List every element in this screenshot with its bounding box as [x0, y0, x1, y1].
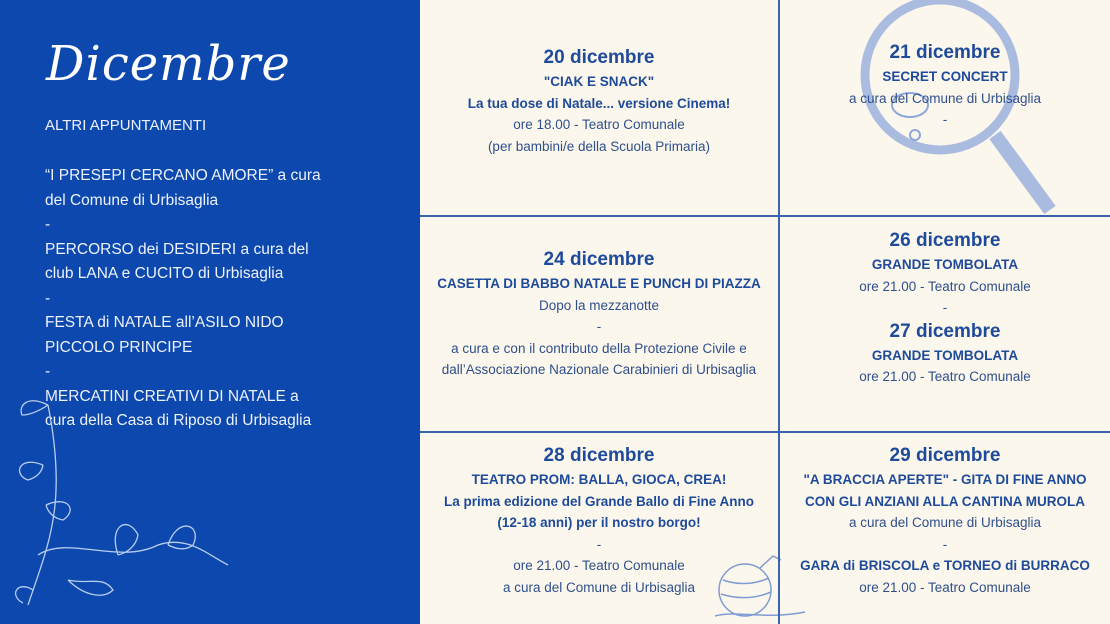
event-detail: a cura del Comune di Urbisaglia: [848, 90, 1042, 106]
event-cell-29-dicembre: [780, 443, 1110, 599]
event-date: 24 dicembre: [543, 249, 655, 270]
grid-divider: [420, 431, 1110, 433]
other-event-line: del Comune di Urbisaglia: [45, 191, 219, 209]
event-cell-26-27-dicembre: [780, 228, 1110, 388]
other-event-line: PICCOLO PRINCIPE: [45, 338, 193, 356]
event-detail: -: [942, 112, 948, 128]
event-date: 28 dicembre: [543, 445, 655, 466]
event-title: "CIAK E SNACK": [543, 74, 655, 89]
other-event-line: “I PRESEPI CERCANO AMORE” a cura: [45, 167, 321, 184]
event-title: La tua dose di Natale... versione Cinema!: [467, 95, 731, 111]
page-title: Dicembre: [46, 36, 291, 92]
other-event-line: FESTA di NATALE all’ASILO NIDO: [45, 314, 284, 331]
other-events-list: [45, 164, 345, 434]
other-event-line: MERCATINI CREATIVI DI NATALE a: [45, 387, 299, 405]
event-cell-20-dicembre: [420, 45, 778, 157]
event-detail: a cura del Comune di Urbisaglia: [848, 515, 1042, 531]
event-detail: -: [596, 536, 602, 552]
event-title: La prima edizione del Grande Ballo di Fine Anno: [443, 493, 755, 509]
event-date: 26 dicembre: [889, 230, 1001, 251]
event-detail: dall’Associazione Nazionale Carabinieri di Urbisaglia: [441, 362, 757, 378]
section-subtitle: ALTRI APPUNTAMENTI: [45, 117, 207, 134]
event-date: 20 dicembre: [543, 47, 655, 68]
other-event-line: -: [45, 363, 51, 380]
event-title: CASETTA DI BABBO NATALE E PUNCH DI PIAZZA: [437, 276, 761, 291]
events-grid: [420, 0, 1110, 624]
event-detail: a cura e con il contributo della Protezione Civile e: [451, 340, 747, 356]
event-cell-21-dicembre: [780, 40, 1110, 131]
event-detail: -: [942, 536, 948, 552]
event-detail: ore 18.00 - Teatro Comunale: [513, 117, 685, 133]
event-date: 21 dicembre: [889, 42, 1001, 63]
event-title: SECRET CONCERT: [882, 69, 1008, 84]
event-title: (12-18 anni) per il nostro borgo!: [497, 515, 701, 531]
event-cell-28-dicembre: [420, 443, 778, 599]
left-panel: [0, 0, 420, 624]
event-title: GRANDE TOMBOLATA: [871, 257, 1019, 272]
event-date: 27 dicembre: [889, 320, 1001, 342]
event-title: GRANDE TOMBOLATA: [871, 347, 1019, 363]
event-detail: a cura del Comune di Urbisaglia: [502, 579, 696, 595]
grid-divider: [420, 215, 1110, 217]
event-cell-24-dicembre: [420, 247, 778, 381]
event-detail: ore 21.00 - Teatro Comunale: [859, 278, 1031, 294]
event-detail: -: [596, 319, 602, 335]
event-detail: -: [942, 300, 948, 316]
event-title: TEATRO PROM: BALLA, GIOCA, CREA!: [471, 472, 727, 487]
event-detail: (per bambini/e della Scuola Primaria): [487, 138, 711, 154]
event-title: "A BRACCIA APERTE" - GITA DI FINE ANNO: [803, 472, 1087, 487]
event-title: CON GLI ANZIANI ALLA CANTINA MUROLA: [805, 493, 1085, 509]
event-detail: ore 21.00 - Teatro Comunale: [859, 579, 1031, 595]
other-event-line: cura della Casa di Riposo di Urbisaglia: [45, 412, 312, 429]
event-title: GARA di BRISCOLA e TORNEO di BURRACO: [800, 558, 1090, 574]
other-event-line: -: [45, 289, 51, 307]
other-event-line: club LANA e CUCITO di Urbisaglia: [45, 265, 284, 282]
event-detail: ore 21.00 - Teatro Comunale: [859, 369, 1031, 385]
event-date: 29 dicembre: [889, 445, 1001, 466]
event-detail: ore 21.00 - Teatro Comunale: [513, 558, 685, 574]
other-event-line: PERCORSO dei DESIDERI a cura del: [45, 240, 309, 258]
event-detail: Dopo la mezzanotte: [538, 297, 660, 313]
other-event-line: -: [45, 216, 51, 233]
